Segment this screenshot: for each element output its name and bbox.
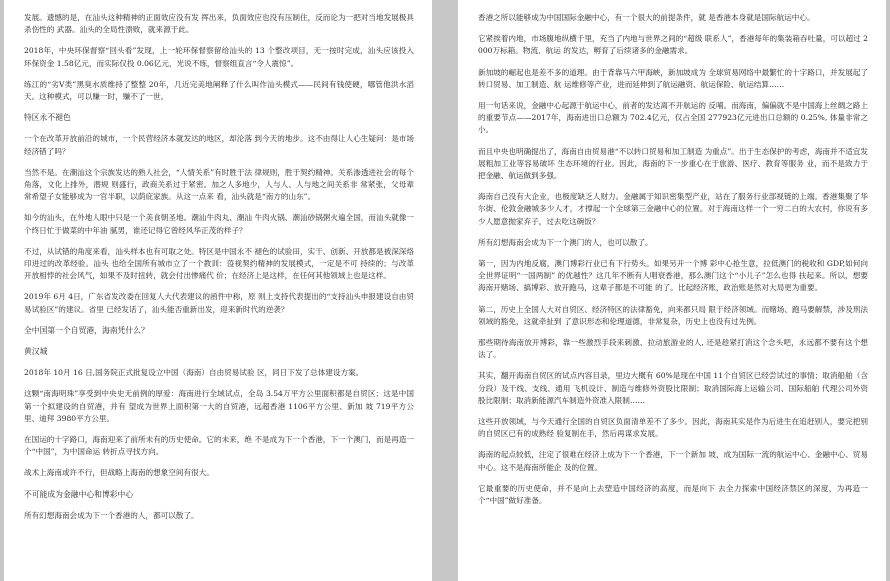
paragraph: 香港之所以能够成为中国国际金融中心，有一个很大的前提条件，就 是香港本身就是国际航运中心。: [478, 13, 815, 22]
article-title: 全中国第一个自贸港，海南凭什么？: [24, 325, 149, 335]
paragraph: 不过，从试错的角度来看，汕头样本也有可取之处。特区是中国永不 褪色的试验田，实干、创新、开放都是被深深烙印进过的改革经验。汕头 也给全国所有城市立了一个教训：莈视契约精神的发展模式，一定是不可 持续的；与改革开放相悖的社会风气，如果不及时扭转，就会付出惨痛代 价；在经济上是这样，在任何其他领域上也是这样。: [24, 246, 414, 281]
paragraph: 那些期待海南放开博彩，靠一些激烈手段来刺激、拉动旅游业的人, 还是趁紧打消这个念头吧，永远都不要有这个想法了。: [478, 338, 868, 360]
paragraph: 一个在改革开放前沿的城市，一个民营经济本就发达的地区，却沦落 到今天的地步。这不由得让人心生疑问：是市场经济错了吗？: [24, 134, 414, 156]
paragraph: 2018年，中央环保督察“回头看”发现，上一轮环保督察留给汕头的 13 个整改项目，无一按时完成，汕头应该投入环保资金 1.58亿元，而实际仅投 0.06亿元，光说不练，督察组直言“令人震惊”。: [24, 46, 414, 68]
left-page: [4, 0, 432, 581]
paragraph: 新加坡的崛起也是差不多的道理。由于背靠马六甲海峡，新加坡成为 全球贸易网络中最繁忙的十字路口，并发展起了转口贸易、加工制造、航 运维修等产业，进而延伸到了航运融资、航运保险、航运结算……: [478, 67, 868, 89]
author-name: 黄汉城: [24, 347, 48, 357]
paragraph: 它紧挨着内地，市场腹地纵横千里，充当了内地与世界之间的“超级 联系人”，香港每年的集装箱吞吐量，可以超过 2000万标箱。物流、航运 的发达，孵育了后续诸多的金融需求。: [478, 34, 868, 56]
paragraph: 练江的“劣V类”黑臭水质维持了整整 20年，几近完美地阐释了什么叫作汕头模式——民间有钱使硬，哪管他洪水滔天。这种模式，可以赚一时，赚不了一世。: [24, 79, 414, 102]
paragraph: 发展。遗憾的是，在汕头这种精神的正面效应没有发 挥出来，负面效应也没有压制住，反而论为一把对当地发展极具杀伤性的 武器。汕头的全局性溃败，就来源于此。: [24, 13, 414, 35]
right-page: [458, 0, 886, 581]
paragraph: 其实，翻开海南自贸区的试点内容目录，里边大概有 60%是现在中国 11个自贸区已经尝试过的事情；取消船舶（含分段）及干线、支线、通用 飞机设计、制造与维修外资股比限制；取消国际海上运输公司、国际船舶 代理公司外资股比限制；取消新能源汽车制造外资准入限制……: [478, 371, 868, 405]
paragraph: 第一，因为内地反腐，澳门博彩行业已有下行势头。如果另开一个博 彩中心抢生意，拉低澳门的税收和 GDP,如何向全世界证明“一国两制” 的优越性？这几年不断有人唱衰香港，那么澳门这个“小儿子”怎么也得 扶起来。所以，想要海南开赌场、搞博彩、放开跑马，这辈子都是不可能 的了。比起经济账，政治账是然对大局更为重要。: [478, 259, 868, 293]
paragraph: 2018年 10月 16 日,国务院正式批复设立中国（海南）自由贸易试验 区，同日下发了总体建设方案。: [24, 368, 364, 378]
paragraph: 而且中央也明确提出了，海南自由贸易港“不以转口贸易和加工制造 为重点”。出于生态保护的考虑，海南并不适宜发展粗加工业等容易破坏 生态环境的行业。因此，海南的下一步重心在于旅游、医疗、教育等服务 业，而不是致力于把金融、航运做到多强。: [478, 146, 868, 181]
paragraph: 这颗“南海明珠”享受到中央史无前例的厚爱：海南进行全域试点，全岛 3.54万平方公里面积都是自贸区；这是中国第一个拟建设的自贸港，并有 望成为世界上面积第一大的自贸港，远超香港 1106平方公里、新加 坡 719平方公里、迪拜 3980平方公里。: [24, 389, 414, 423]
paragraph: 当然不是。在潮汕这个宗族发达的熟人社会，“人情关系”有时胜于法 律规则，胜于契约精神。关系渗透进社会的每个角落，文化上排外，潜规 则盛行，政商关系过于紧密。加之人多地少，人与人、人与地之间关系非 常紧张，父母辈常希望子女能够成为一官半职，以荫庇家族。从这一点来 看，汕头就是“南方的山东”。: [24, 167, 414, 202]
paragraph: 这些开放领域，与今天通行全国的自贸区负面清单差不了多少。因此，海南其实是作为后进生在追赶别人，要完把别的自贸区已有的成熟经 验复制在手，然后再谋求发展。: [478, 417, 868, 439]
paragraph: 如今的汕头，在外地人眼中只是一个美食朝圣地。潮汕牛肉丸、潮汕 牛肉火锅、潮汕砂锅粥火遍全国，而汕头就像一个终日忙于做菜的中年油 腻男，谁还记得它曾经风华正茂的样子？: [24, 213, 414, 235]
paragraph: 用一句话来说，金融中心起源于航运中心，前者的发达离不开航运的 反哺。而海南，偏偏就不是中国海上丝绸之路上的重要节点——2017年，海南进出口总额为 702.4亿元，仅占全国 277923亿元进出口总额的 0.25%, 体量非常之小。: [478, 101, 868, 135]
paragraph: 所有幻想海南会成为下一个香港的人，都可以散了。: [24, 510, 199, 520]
paragraph: 在国运的十字路口，海南迎来了前所未有的历史使命。它的未来，绝 不是成为下一个香港，下一个澳门，而是再造一个“中国”，为中国命运 转折点寻找方向。: [24, 435, 414, 457]
paragraph: 第二，历史上全国人大对自贸区、经济特区的法律豁免，向来都只局 限于经济领域。而赌场、跑马要解禁，涉及刑法领域的豁免，这就牵扯到 了意识形态和伦理道德，非常复杂，历史上也没有过先例。: [478, 304, 868, 326]
paragraph: 海南自己没有大企业，也极度缺乏人财力。金融属于知识密集型产业，站在了服务行业部视链的上端。香港集聚了华尔街、伦敦金融城多少人才，才撑起一个全球第三金融中心的位置。对于海南这样一个一穷二白的大农村，你说有多少人愿意抛家弃子，过去吃这碗饭？: [478, 192, 868, 226]
paragraph: 海南的起点较低，注定了很难在经济上成为下一个香港，下一个新加 坡，成为国际一流的航运中心、金融中心、贸易中心。这不是海南所能企 及的位置。: [478, 450, 868, 472]
section-heading: 不可能成为金融中心和博彩中心: [24, 489, 134, 499]
paragraph: 它最重要的历史使命，并不是向上去塑造中国经济的高度，而是向下 去全力探索中国经济禁区的深度，为再造一个“中国”做好准备。: [478, 483, 868, 506]
paragraph: 所有幻想海南会成为下一个澳门的人，也可以散了。: [478, 237, 653, 247]
paragraph: 战术上海南或许不行，但战略上海南的想象空间有很大。: [24, 468, 214, 478]
paragraph: 2019年 6月 4日，广东省发改委在回复人大代表建议的函件中称，原 则上支持代表提出的“支持汕头申报建设自由贸易试验区”的建议。省里 已经发话了，汕头能否重新出发，迎来新时代的逆袭？: [24, 292, 414, 314]
section-heading: 特区永不褪色: [24, 113, 71, 123]
